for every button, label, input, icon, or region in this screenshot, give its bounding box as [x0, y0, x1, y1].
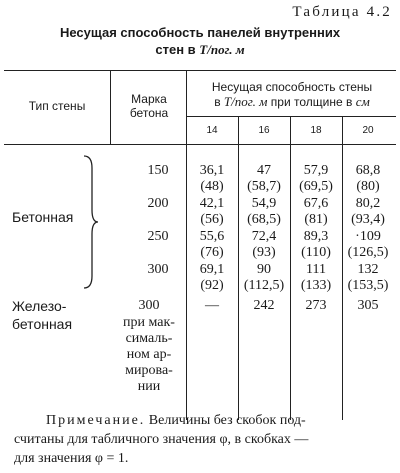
- alt-200-20: (93,4): [351, 212, 385, 227]
- note-label: Примечание.: [46, 413, 146, 428]
- value-250-20: ·109: [355, 229, 381, 244]
- thickness-20: 20: [362, 125, 374, 136]
- note-line3: для значения φ = 1.: [14, 451, 129, 466]
- thickness-14: 14: [206, 125, 218, 136]
- alt-250-20: (126,5): [347, 245, 389, 260]
- header-capacity-unit: Т/пог. м: [223, 94, 268, 109]
- thickness-18: 18: [310, 125, 322, 136]
- grade-150: 150: [147, 163, 169, 178]
- reinforced-grade-note-5: нии: [137, 379, 161, 394]
- header-capacity-mid: при толщине в: [267, 95, 356, 109]
- value-150-20: 68,8: [355, 163, 381, 178]
- header-wall-type: Тип стены: [28, 99, 86, 113]
- header-capacity-cm: см: [355, 94, 370, 109]
- note-line1-text: Величины без скобок под-: [145, 413, 306, 428]
- value-200-16: 54,9: [251, 196, 277, 211]
- reinforced-value-16: 242: [253, 298, 275, 313]
- header-capacity-prefix: в: [214, 95, 224, 109]
- table-number: Таблица 4.2: [292, 4, 392, 20]
- value-150-16: 47: [257, 163, 271, 178]
- alt-200-14: (56): [200, 212, 224, 227]
- group-label-reinforced-l1: Железо-: [12, 298, 67, 314]
- alt-250-18: (110): [301, 245, 331, 260]
- value-200-20: 80,2: [355, 196, 381, 211]
- grade-250: 250: [147, 229, 169, 244]
- alt-200-16: (68,5): [247, 212, 281, 227]
- note-line1: [46, 412, 306, 430]
- value-300-14: 69,1: [199, 262, 225, 277]
- reinforced-grade-note-2: сималь-: [125, 331, 173, 346]
- alt-300-20: (153,5): [347, 278, 389, 293]
- thickness-header-rule: [186, 116, 396, 117]
- value-250-18: 89,3: [303, 229, 329, 244]
- col-divider-1: [110, 70, 111, 144]
- table-caption-line2: [0, 41, 400, 58]
- reinforced-grade: 300: [138, 298, 160, 313]
- header-bottom-rule: [4, 144, 396, 145]
- header-concrete-grade-l2: бетона: [129, 106, 169, 120]
- table-caption-line1: Несущая способность панелей внутренних: [59, 25, 341, 40]
- value-250-14: 55,6: [199, 229, 225, 244]
- alt-150-16: (58,7): [247, 179, 281, 194]
- alt-150-18: (69,5): [299, 179, 333, 194]
- group-label-reinforced-l2: бетонная: [12, 316, 73, 332]
- alt-250-16: (93): [252, 245, 276, 260]
- grade-300: 300: [147, 262, 169, 277]
- value-150-14: 36,1: [199, 163, 225, 178]
- value-250-16: 72,4: [251, 229, 277, 244]
- alt-200-18: (81): [304, 212, 328, 227]
- thickness-16: 16: [258, 125, 270, 136]
- header-concrete-grade-l1: Марка: [131, 92, 167, 106]
- note-line2: считаны для табличного значения φ, в скобках —: [14, 432, 309, 447]
- caption-unit: Т/пог. м: [199, 42, 245, 57]
- reinforced-value-14: —: [205, 298, 219, 313]
- reinforced-grade-note-3: ном ар-: [126, 347, 172, 362]
- group-label-concrete: Бетонная: [12, 209, 74, 225]
- value-300-18: 111: [306, 262, 326, 277]
- caption-prefix: стен в: [155, 42, 200, 57]
- reinforced-value-20: 305: [357, 298, 379, 313]
- reinforced-grade-note-4: мирова-: [125, 363, 173, 378]
- reinforced-value-18: 273: [305, 298, 327, 313]
- alt-150-14: (48): [200, 179, 224, 194]
- table-top-rule: [4, 70, 396, 71]
- header-capacity-l2: [188, 95, 396, 109]
- alt-150-20: (80): [356, 179, 380, 194]
- alt-250-14: (76): [200, 245, 224, 260]
- alt-300-14: (92): [200, 278, 224, 293]
- value-300-16: 90: [257, 262, 271, 277]
- header-capacity-l1: Несущая способность стены: [211, 80, 373, 94]
- value-300-20: 132: [357, 262, 379, 277]
- grade-200: 200: [147, 196, 169, 211]
- alt-300-18: (133): [300, 278, 332, 293]
- alt-300-16: (112,5): [243, 278, 285, 293]
- value-200-14: 42,1: [199, 196, 225, 211]
- value-150-18: 57,9: [303, 163, 329, 178]
- value-200-18: 67,6: [303, 196, 329, 211]
- reinforced-grade-note-1: при мак-: [123, 315, 175, 330]
- group-brace: [82, 154, 100, 290]
